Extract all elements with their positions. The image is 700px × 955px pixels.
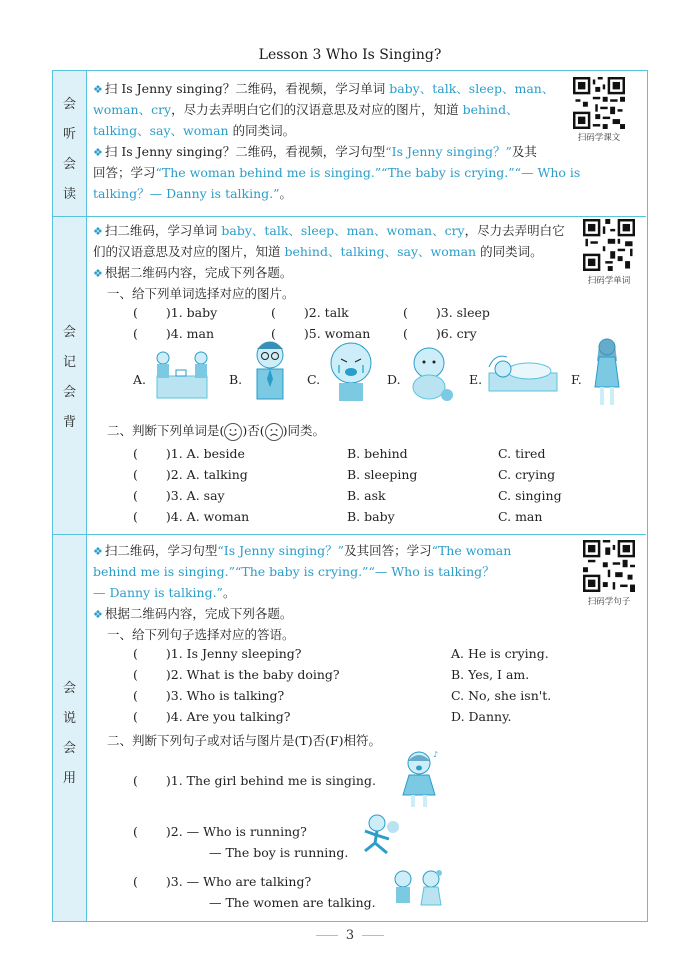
answer-option: B. Yes, I am. [451,667,530,682]
choice-b: B. sleeping [347,467,418,482]
question-item: ( )4. A. woman [133,509,250,524]
instruction-line: talking？— Danny is talking.”。 [93,186,293,201]
singing-girl-picture [397,747,441,811]
side-char: 说 [62,711,76,726]
bullet-icon: ❖ [93,225,103,238]
side-char: 会 [62,97,76,112]
sad-face-icon [265,423,283,441]
instruction-line: 们的汉语意思及对应的图片，知道 behind、talking、say、woman 的同类词。 [93,244,543,259]
question-item: ( )3. — Who are talking? [133,874,312,889]
pic-letter: B. [229,372,243,387]
instruction-line: ❖ 根据二维码内容，完成下列各题。 [93,265,293,280]
pic-letter: C. [307,372,321,387]
bullet-icon: ❖ [93,83,103,96]
question-item: ( )1. A. beside [133,446,245,461]
question-item: ( )3. Who is talking? [133,688,285,703]
answer-option: D. Danny. [451,709,512,724]
side-char: 会 [62,157,76,172]
question-item: ( )3. sleep [403,305,490,320]
worksheet-frame [52,70,648,922]
dialogue-line: — The boy is running. [209,845,349,860]
choice-b: B. ask [347,488,386,503]
answer-option: A. He is crying. [451,646,549,661]
part-heading: 一、给下列句子选择对应的答语。 [107,627,295,642]
woman-picture [587,335,627,409]
choice-c: C. crying [498,467,556,482]
qr-code-icon[interactable] [583,219,635,271]
section-side-label [53,71,87,216]
instruction-line: — Danny is talking.”。 [93,585,236,600]
question-item: ( )1. baby [133,305,218,320]
side-char: 背 [62,415,76,430]
pic-letter: F. [571,372,582,387]
choice-b: B. behind [347,446,408,461]
side-char: 会 [62,681,76,696]
section-speak-use [53,535,646,921]
side-char: 会 [62,385,76,400]
side-char: 会 [62,325,76,340]
instruction-line: ❖ 扫 Is Jenny singing？二维码，看视频，学习句型“Is Jenny singing？”及其 [93,144,537,159]
instruction-line: behind me is singing.”“The baby is crying.”“— Who is talking？ [93,564,495,579]
qr-caption: 扫码学句子 [587,597,631,607]
talking-people-picture [149,342,215,402]
part-heading: 二、判断下列句子或对话与图片是(T)否(F)相符。 [107,733,382,748]
choice-c: C. singing [498,488,562,503]
side-char: 用 [62,771,76,786]
question-item: ( )4. Are you talking? [133,709,291,724]
man-picture [245,337,295,405]
question-item: ( )2. A. talking [133,467,248,482]
section-side-label [53,535,87,921]
talking-children-picture [389,867,445,913]
bullet-icon: ❖ [93,267,103,280]
section-side-label [53,217,87,534]
choice-c: C. tired [498,446,546,461]
question-item: ( )3. A. say [133,488,225,503]
question-item: ( )2. What is the baby doing? [133,667,340,682]
qr-code-icon[interactable] [573,77,625,129]
qr-caption: 扫码学单词 [587,276,631,286]
side-char: 记 [62,355,76,370]
part-heading: 二、判断下列单词是( )否( )同类。 [107,421,325,441]
choice-b: B. baby [347,509,395,524]
instruction-line: ❖ 扫 Is Jenny singing？二维码，看视频，学习单词 baby、talk、sleep、man、 [93,81,555,96]
instruction-line: ❖ 扫二维码，学习单词 baby、talk、sleep、man、woman、cry，尽力去弄明白它 [93,223,565,238]
question-item: ( )4. man [133,326,215,341]
section-listen-read [53,71,646,217]
question-item: ( )2. talk [271,305,349,320]
svg-text:♪: ♪ [433,750,439,759]
part-heading: 一、给下列单词选择对应的图片。 [107,286,295,301]
question-item: ( )5. woman [271,326,371,341]
sleeping-picture [485,347,561,399]
instruction-line: talking、say、woman 的同类词。 [93,123,296,138]
instruction-line: 回答；学习“The woman behind me is singing.”“The baby is crying.”“— Who is [93,165,581,180]
qr-code-icon[interactable] [583,540,635,592]
baby-picture [403,343,457,405]
question-item: ( )2. — Who is running? [133,824,307,839]
lesson-title: Lesson 3 Who Is Singing? [258,47,442,63]
side-char: 读 [62,187,76,202]
qr-caption: 扫码学课文 [577,133,621,143]
smiley-face-icon [224,423,242,441]
choice-c: C. man [498,509,543,524]
pic-letter: A. [133,372,147,387]
page-number: 3 [0,928,700,943]
section-memorize-recite [53,217,646,535]
pic-letter: D. [387,372,401,387]
bullet-icon: ❖ [93,545,103,558]
dialogue-line: — The women are talking. [209,895,376,910]
crying-child-picture [323,339,379,405]
side-char: 会 [62,741,76,756]
instruction-line: woman、cry，尽力去弄明白它们的汉语意思及对应的图片，知道 behind、 [93,102,519,117]
bullet-icon: ❖ [93,146,103,159]
question-item: ( )6. cry [403,326,477,341]
question-item: ( )1. The girl behind me is singing. [133,773,376,788]
side-char: 听 [62,127,76,142]
instruction-line: ❖ 根据二维码内容，完成下列各题。 [93,606,293,621]
running-boy-picture [357,813,403,857]
bullet-icon: ❖ [93,608,103,621]
answer-option: C. No, she isn't. [451,688,552,703]
pic-letter: E. [469,372,483,387]
instruction-line: ❖ 扫二维码，学习句型“Is Jenny singing？”及其回答；学习“The woman [93,543,512,558]
question-item: ( )1. Is Jenny sleeping? [133,646,302,661]
